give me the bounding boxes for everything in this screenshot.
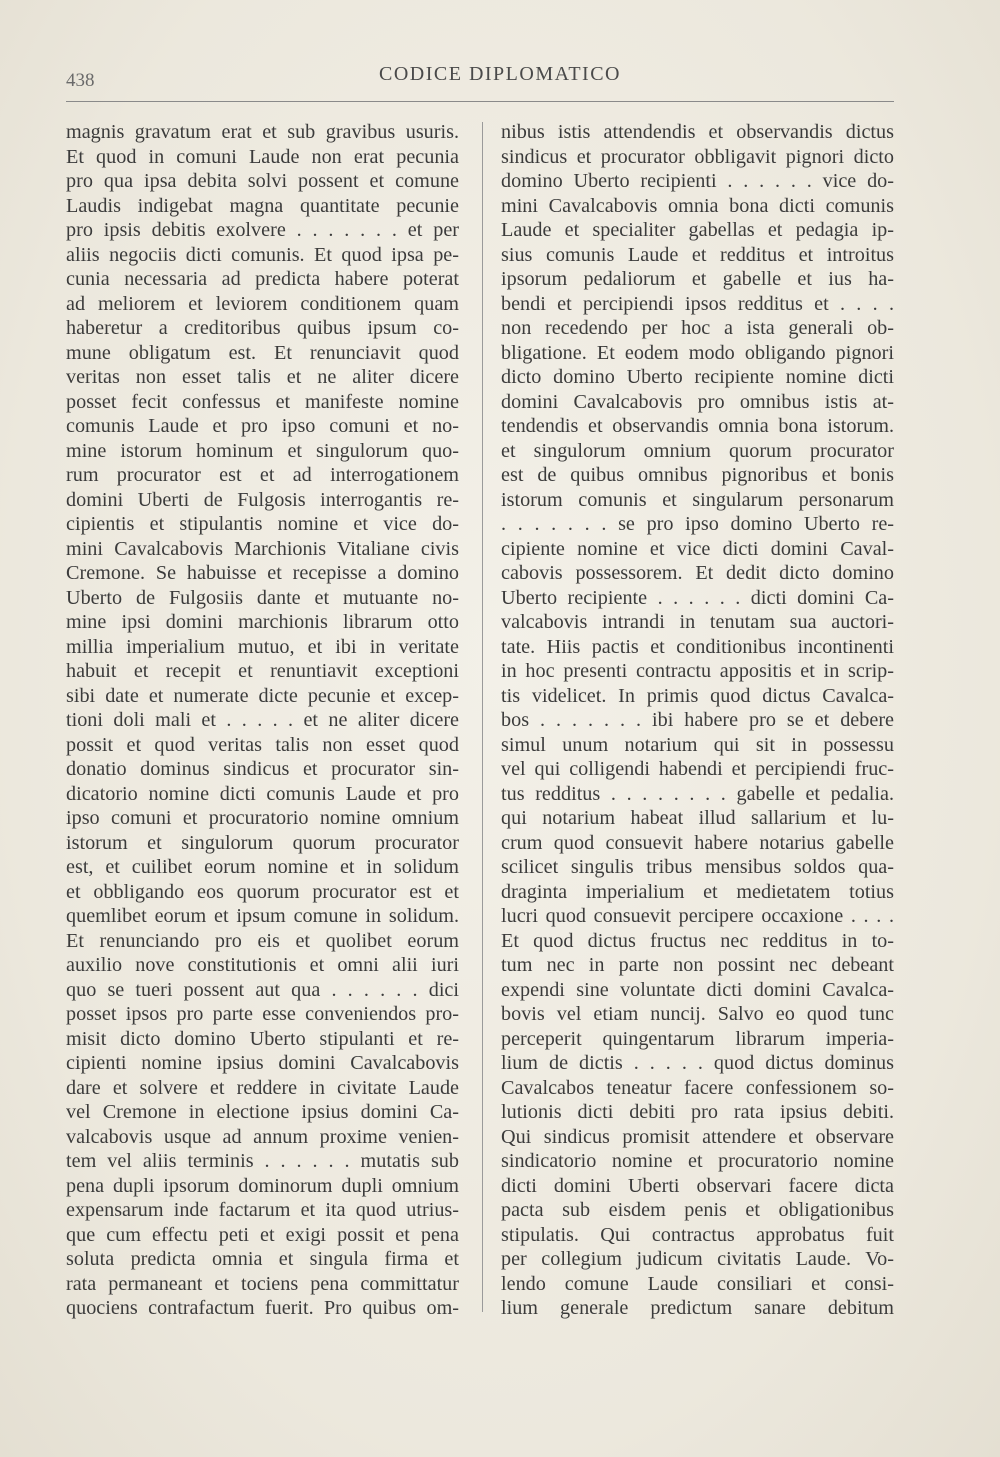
- text-line: dicatorio nomine dicti comunis Laude et pro: [66, 782, 459, 805]
- text-line: que cum effectu peti et exigi possit et pena: [66, 1223, 459, 1246]
- text-line: lendo comune Laude consiliari et consi-: [501, 1272, 894, 1295]
- text-line: cabovis possessorem. Et dedit dicto domino: [501, 562, 894, 584]
- text-line: istorum et singulorum quorum procurator: [66, 831, 459, 854]
- text-line: lutionis dicti debiti pro rata ipsius debiti.: [501, 1101, 894, 1123]
- text-line: sindicus et procurator obbligavit pignori dicto: [501, 145, 894, 168]
- text-line: vel Cremone in electione ipsius domini Ca-: [66, 1101, 459, 1123]
- text-line: et singulorum omnium quorum procurator: [501, 439, 894, 462]
- text-line: pacta sub eisdem penis et obligationibus: [501, 1199, 894, 1221]
- text-line: lium de dictis . . . . . quod dictus dominus: [501, 1052, 894, 1074]
- text-line: pro qua ipsa debita solvi possent et comune: [66, 170, 459, 192]
- text-line: soluta predicta omnia et singula firma et: [66, 1248, 459, 1270]
- text-line: bos . . . . . . . ibi habere pro se et debere: [501, 709, 894, 731]
- text-line: nibus istis attendendis et observandis dictus: [501, 121, 894, 143]
- text-line: Cavalcabos teneatur facere confessionem so-: [501, 1076, 894, 1099]
- text-line: domino Uberto recipienti . . . . . . vice do-: [501, 170, 894, 192]
- text-line: tis videlicet. In primis quod dictus Cavalca-: [501, 684, 894, 707]
- text-line: valcabovis intrandi in tenutam sua auctori-: [501, 611, 894, 633]
- text-line: quo se tueri possent aut qua . . . . . . dici: [66, 978, 459, 1001]
- text-line: comunis Laude et pro ipso comuni et no-: [66, 415, 459, 437]
- text-line: cunia necessaria ad predicta habere poterat: [66, 268, 459, 290]
- right-text-column: [501, 120, 894, 1321]
- text-line: auxilio nove constitutionis et omni alii iuri: [66, 954, 459, 976]
- text-line: cipiente nomine et vice dicti domini Caval-: [501, 537, 894, 560]
- text-line: possit et quod veritas talis non esset quod: [66, 733, 459, 756]
- text-line: dicti domini Uberti observari facere dicta: [501, 1174, 894, 1197]
- text-line: Laudis indigebat magna quantitate pecunie: [66, 194, 459, 217]
- text-line: per collegium judicum civitatis Laude. Vo-: [501, 1248, 894, 1270]
- text-line: dicto domino Uberto recipiente nomine dicti: [501, 366, 894, 388]
- text-line: scilicet singulis tribus mensibus soldos qua-: [501, 856, 894, 878]
- text-line: rata permaneant et tociens pena committatur: [66, 1272, 459, 1295]
- text-line: posset ipsos pro parte esse conveniendos pro-: [66, 1003, 459, 1025]
- text-line: crum quod consuevit habere notarius gabelle: [501, 831, 894, 854]
- text-line: donatio dominus sindicus et procurator sin-: [66, 758, 459, 780]
- text-line: expendi sine voluntate dicti domini Cavalca-: [501, 978, 894, 1001]
- text-line: qui notarium habeat illud sallarium et lu-: [501, 807, 894, 829]
- text-line: cipienti nomine ipsius domini Cavalcabovis: [66, 1052, 459, 1074]
- text-line: Uberto recipiente . . . . . . dicti domini Ca-: [501, 586, 894, 609]
- text-line: . . . . . . . se pro ipso domino Uberto re-: [501, 513, 894, 535]
- text-line: vel qui colligendi habendi et percipiendi fruc-: [501, 758, 894, 780]
- text-line: sibi date et numerate dicte pecunie et excep-: [66, 684, 459, 707]
- text-line: Laude et specialiter gabellas et pedagia ip-: [501, 219, 894, 241]
- text-line: quemlibet eorum et ipsum comune in solidum.: [66, 905, 459, 927]
- header-rule: [66, 101, 894, 102]
- text-line: mine ipsi domini marchionis librarum otto: [66, 611, 459, 633]
- running-head: CODICE DIPLOMATICO: [379, 63, 621, 85]
- text-line: mini Cavalcabovis omnia bona dicti comunis: [501, 194, 894, 217]
- text-line: istorum comunis et singularum personarum: [501, 488, 894, 511]
- column-divider: [482, 122, 483, 1312]
- text-line: tate. Hiis pactis et conditionibus incontinenti: [501, 635, 894, 658]
- text-line: domini Uberti de Fulgosis interrogantis re-: [66, 488, 459, 511]
- text-line: draginta imperialium et medietatem totius: [501, 880, 894, 903]
- text-line: quociens contrafactum fuerit. Pro quibus om-: [66, 1297, 459, 1319]
- text-line: pena dupli ipsorum dominorum dupli omnium: [66, 1174, 459, 1197]
- text-line: stipulatis. Qui contractus approbatus fuit: [501, 1223, 894, 1246]
- text-line: bovis vel etiam nuncij. Salvo eo quod tunc: [501, 1003, 894, 1025]
- text-line: mini Cavalcabovis Marchionis Vitaliane civis: [66, 537, 459, 560]
- text-line: tendendis et observandis omnia bona istorum.: [501, 415, 894, 437]
- text-line: tem vel aliis terminis . . . . . . mutatis sub: [66, 1150, 459, 1172]
- text-line: lium generale predictum sanare debitum: [501, 1297, 894, 1319]
- text-line: cipientis et stipulantis nomine et vice do-: [66, 513, 459, 535]
- text-line: pro ipsis debitis exolvere . . . . . . . et per: [66, 219, 459, 241]
- text-line: veritas non esset talis et ne aliter dicere: [66, 366, 459, 388]
- text-line: aliis negociis dicti comunis. Et quod ipsa pe-: [66, 243, 459, 266]
- text-line: valcabovis usque ad annum proxime venien-: [66, 1125, 459, 1148]
- text-line: sius comunis Laude et redditus et introitus: [501, 243, 894, 266]
- text-line: in hoc presenti contractu appositis et in scrip-: [501, 660, 894, 682]
- text-line: simul unum notarium qui sit in possessu: [501, 733, 894, 756]
- text-line: Et renunciando pro eis et quolibet eorum: [66, 929, 459, 952]
- text-line: Et quod in comuni Laude non erat pecunia: [66, 145, 459, 168]
- text-line: Qui sindicus promisit attendere et observare: [501, 1125, 894, 1148]
- text-line: haberetur a creditoribus quibus ipsum co-: [66, 317, 459, 339]
- text-line: perceperit quingentarum librarum imperia-: [501, 1027, 894, 1050]
- text-line: est de quibus omnibus pignoribus et bonis: [501, 464, 894, 486]
- text-line: magnis gravatum erat et sub gravibus usuris.: [66, 121, 459, 143]
- text-line: domini Cavalcabovis pro omnibus istis at-: [501, 390, 894, 413]
- text-line: sindicatorio nomine et procuratorio nomine: [501, 1150, 894, 1172]
- text-line: lucri quod consuevit percipere occaxione . . . .: [501, 905, 894, 927]
- text-line: tum nec in parte non possint nec debeant: [501, 954, 894, 976]
- text-line: dare et solvere et reddere in civitate Laude: [66, 1076, 459, 1099]
- text-line: Cremone. Se habuisse et recepisse a domino: [66, 562, 459, 584]
- text-line: bendi et percipiendi ipsos redditus et . . . .: [501, 292, 894, 315]
- text-line: rum procurator est et ad interrogationem: [66, 464, 459, 486]
- text-line: mune obligatum est. Et renunciavit quod: [66, 341, 459, 364]
- text-line: Et quod dictus fructus nec redditus in to-: [501, 929, 894, 952]
- text-line: habuit et recepit et renuntiavit exceptioni: [66, 660, 459, 682]
- text-line: posset fecit confessus et manifeste nomine: [66, 390, 459, 413]
- text-line: mine istorum hominum et singulorum quo-: [66, 439, 459, 462]
- text-line: Uberto de Fulgosiis dante et mutuante no-: [66, 586, 459, 609]
- text-line: tus redditus . . . . . . . . gabelle et pedalia.: [501, 782, 894, 805]
- text-line: et obbligando eos quorum procurator est et: [66, 880, 459, 903]
- text-line: est, et cuilibet eorum nomine et in solidum: [66, 856, 459, 878]
- left-text-column: [66, 120, 459, 1321]
- page-number: 438: [66, 70, 95, 91]
- text-line: ipso comuni et procuratorio nomine omnium: [66, 807, 459, 829]
- text-line: non recedendo per hoc a ista generali ob-: [501, 317, 894, 339]
- text-line: bligatione. Et eodem modo obligando pignori: [501, 341, 894, 364]
- text-line: expensarum inde factarum et ita quod utrius-: [66, 1199, 459, 1221]
- text-line: ipsorum pedaliorum et gabelle et ius ha-: [501, 268, 894, 290]
- text-line: ad meliorem et leviorem conditionem quam: [66, 292, 459, 315]
- text-line: misit dicto domino Uberto stipulanti et re-: [66, 1027, 459, 1050]
- text-line: millia imperialium mutuo, et ibi in veritate: [66, 635, 459, 658]
- text-line: tioni doli mali et . . . . . et ne aliter dicere: [66, 709, 459, 731]
